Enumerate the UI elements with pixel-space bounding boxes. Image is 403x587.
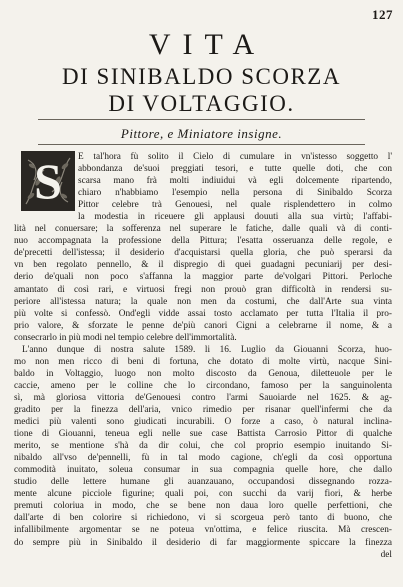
text-line: studio delle lettere humane gli auanzauano, occupandosi dissegnando rozza- xyxy=(14,477,392,488)
initial-letter: S xyxy=(34,153,62,209)
text-line: de'precetti dell'istessa; il desiderio d'acquistarsi quella gloria, che può sperarsi da xyxy=(14,248,392,259)
text-line: tione di Giouanni, teneua egli nelle sue case Battista Carrosio Pittor di qualche xyxy=(14,429,392,440)
page-number: 127 xyxy=(372,7,393,22)
catchword: del xyxy=(380,549,392,560)
title-line-2: DI SINIBALDO SCORZA xyxy=(62,64,341,89)
text-line: consecrarlo in più modi nel tempio celebre dell'immortalità. xyxy=(14,332,237,343)
text-line: derio de'quali non poco s'affanna la maggior parte de'volgari Pittori. Perloche xyxy=(14,272,392,283)
text-line: più volte si confessò. Ond'egli vidde assai tosto acclamato per tutta l'Italia il pro- xyxy=(14,308,392,319)
body-text xyxy=(14,151,392,561)
text-line: commodità inuitato, soleua consumar in sua compagnia quelle hore, che dallo xyxy=(14,465,392,476)
text-line: E tal'hora fù solito il Cielo di cumulare in vn'istesso soggetto l' xyxy=(78,152,392,162)
text-line: merito, se mentione s'hà da dir colui, che col proprio esempio inuitando Si- xyxy=(14,441,392,452)
text-line: mente alcune picciole figurine; quali poi, con succhi da varij fiori, & herbe xyxy=(14,489,392,500)
text-line: prio valore, & sforzate le penne de'più canori Cigni a celebrarne il nome, & a xyxy=(14,320,392,331)
text-line: sì, mà gloriosa vittoria de'Genouesi contro l'armi Sauoiarde nel 1625. & ag- xyxy=(14,392,392,403)
title-line-1: VITA xyxy=(148,28,267,61)
text-line: gradito per la finezza dell'aria, vnico rimedio per risanar quell'infermi che da xyxy=(14,404,392,415)
text-line: mo non men ricco di beni di fortuna, che dotato di molte virtù, nacque Sini- xyxy=(14,356,392,367)
text-line: do sempre più in Sinibaldo il desiderio di far maggiormente spiccare la finezza xyxy=(14,537,392,548)
text-line: periore all'istessa natura; la quale non men da costumi, che dall'Arte sua vinta xyxy=(14,296,392,307)
text-line: baldo in Voltaggio, luogo non molto discosto da Genoua, diletteuole per le xyxy=(14,368,392,379)
text-line: premuti coloriua in modo, che se bene non daua loro quelle perfettioni, che xyxy=(14,501,392,512)
subtitle: Pittore, e Miniatore insigne. xyxy=(120,126,283,141)
text-line: chiaro n'habbiamo l'esempio nella persona di Sinibaldo Scorza xyxy=(78,188,392,199)
divider-rule xyxy=(38,119,365,120)
text-line: scarsa mano frà molti indiuidui và egli dolcemente ripartendo, xyxy=(78,176,392,187)
text-line: caccie, ameno per le colline che lo circondano, famoso per la sanguinolenta xyxy=(14,380,392,391)
text-line: abbondanza de'suoi preggiati tesori, e tutte quelle doti, che con xyxy=(78,164,392,175)
text-line: L'anno dunque di nostra salute 1589. li 16. Luglio da Giouanni Scorza, huo- xyxy=(22,344,392,355)
text-line: medici più valenti sono giudicati incurabili. O forze a caso, ò natural inclina- xyxy=(14,417,392,428)
text-line: vn ben regolato pennello, & il dispregio di quei guadagni pecuniarij per desi- xyxy=(14,260,392,271)
text-line: infallibilmente argomentar se ne poteua vn'ottima, e felice riuscita. Mà crescen- xyxy=(14,525,392,536)
text-line: nibaldo all'vso de'pennelli, fù in tal modo cagione, ch'egli da così opportuna xyxy=(14,453,392,464)
title-block xyxy=(0,30,403,115)
text-line: amantato di così rari, e virtuosi fregi non prouò gran difficoltà in rendersi su- xyxy=(14,284,392,295)
text-line: nuo accompagnata la professione della Pittura; l'esatta osseruanza delle regole, e xyxy=(14,236,392,247)
text-line: lità nel conuersare; la sofferenza nel superare le fatiche, dalle quali và di conti- xyxy=(14,224,392,235)
title-line-3: DI VOLTAGGIO. xyxy=(108,91,295,116)
text-line: Pittor celebre trà Genouesi, nel quale risplendettero in colmo xyxy=(78,200,392,211)
divider-rule xyxy=(38,144,365,145)
text-line: dall'arte di ben colorire si richiedono, vi si scorgeua però tanto di buono, che xyxy=(14,513,392,524)
text-line: la modestia in riceuere gli applausi douuti alla sua virtù; l'affabi- xyxy=(78,212,392,223)
